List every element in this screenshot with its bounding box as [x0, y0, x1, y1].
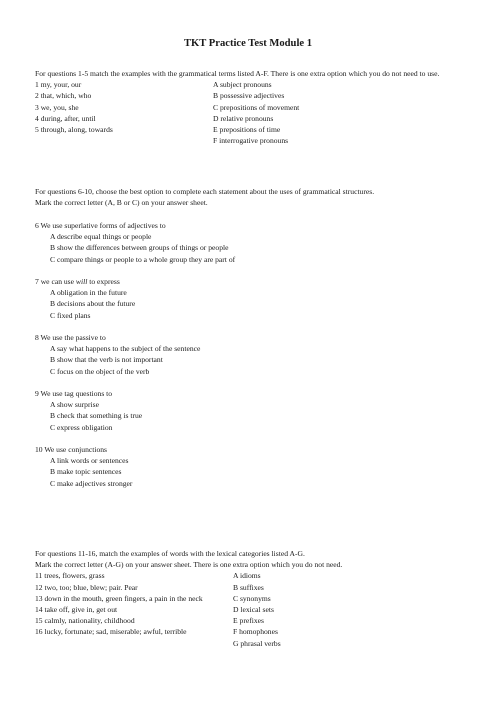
answer-option: A show surprise	[50, 400, 99, 410]
question-10	[35, 444, 465, 489]
match-row	[35, 615, 465, 626]
match-category: F homophones	[233, 627, 278, 637]
answer-option: B show that the verb is not important	[50, 355, 163, 365]
match-row	[35, 626, 465, 637]
match-category: E prefixes	[233, 616, 264, 626]
match-example: 14 take off, give in, get out	[35, 604, 118, 614]
stem-text: to express	[87, 277, 120, 286]
match-row	[35, 570, 465, 581]
question-7	[35, 276, 465, 321]
section-3	[35, 548, 465, 649]
answer-option: B make topic sentences	[50, 467, 122, 477]
answer-option: A say what happens to the subject of the sentence	[50, 344, 201, 354]
match-row	[35, 638, 465, 649]
answer-option: C make adjectives stronger	[50, 478, 133, 488]
question-stem: 6 We use superlative forms of adjectives to	[35, 221, 166, 230]
match-row	[35, 593, 465, 604]
section-1-match-list	[35, 79, 465, 146]
section-2-instruction: For questions 6-10, choose the best option to complete each statement about the uses of grammatical structures.	[35, 187, 375, 196]
match-term: A subject pronouns	[213, 80, 272, 90]
match-row	[35, 113, 465, 124]
match-example: 2 that, which, who	[35, 91, 92, 101]
section-1-instruction: For questions 1-5 match the examples with the grammatical terms listed A-F. There is one extra option which you do not need to use.	[35, 69, 440, 78]
match-row	[35, 124, 465, 135]
match-term: B possessive adjectives	[213, 91, 285, 101]
match-term: E prepositions of time	[213, 124, 281, 134]
section-2-instruction-2: Mark the correct letter (A, B or C) on your answer sheet.	[35, 198, 208, 208]
match-row	[35, 135, 465, 146]
question-stem	[35, 276, 465, 287]
match-example: 1 my, your, our	[35, 80, 82, 90]
section-2-questions	[35, 220, 465, 489]
section-3-instruction-2: Mark the correct letter (A-G) on your answer sheet. There is one extra option which you do not need.	[35, 560, 343, 570]
match-category: A idioms	[233, 571, 261, 581]
answer-option: A obligation in the future	[50, 288, 127, 298]
match-example: 12 two, too; blue, blew; pair. Pear	[35, 582, 138, 592]
section-3-match-list	[35, 570, 465, 648]
match-example: 5 through, along, towards	[35, 124, 113, 134]
match-category: D lexical sets	[233, 604, 274, 614]
question-6	[35, 220, 465, 265]
question-stem: 8 We use the passive to	[35, 333, 106, 342]
match-term: C prepositions of movement	[213, 102, 300, 112]
stem-italic-word: will	[75, 277, 88, 286]
match-example: 16 lucky, fortunate; sad, miserable; awful, terrible	[35, 627, 187, 637]
match-term: D relative pronouns	[213, 113, 274, 123]
match-category: C synonyms	[233, 593, 271, 603]
page-title: TKT Practice Test Module 1	[183, 38, 313, 49]
question-9	[35, 388, 465, 433]
answer-option: B show the differences between groups of things or people	[50, 243, 229, 253]
answer-option: C fixed plans	[50, 310, 91, 320]
section-3-instruction: For questions 11-16, match the examples of words with the lexical categories listed A-G.	[35, 549, 305, 558]
section-1	[35, 68, 465, 146]
answer-option: A link words or sentences	[50, 456, 129, 466]
match-category: G phrasal verbs	[233, 638, 281, 648]
answer-option: B check that something is true	[50, 411, 143, 421]
section-2	[35, 186, 465, 208]
answer-option: C focus on the object of the verb	[50, 366, 150, 376]
answer-option: B decisions about the future	[50, 299, 136, 309]
match-row	[35, 582, 465, 593]
match-row	[35, 79, 465, 90]
match-row	[35, 102, 465, 113]
question-8	[35, 332, 465, 377]
answer-option: C express obligation	[50, 422, 113, 432]
match-example: 15 calmly, nationality, childhood	[35, 616, 135, 626]
answer-option: A describe equal things or people	[50, 232, 152, 242]
match-category: B suffixes	[233, 582, 264, 592]
match-row	[35, 90, 465, 101]
answer-option: C compare things or people to a whole group they are part of	[50, 254, 236, 264]
match-example: 11 trees, flowers, grass	[35, 571, 105, 581]
match-example: 13 down in the mouth, green fingers, a pain in the neck	[35, 593, 203, 603]
match-row	[35, 604, 465, 615]
match-term: F interrogative pronouns	[213, 136, 289, 146]
match-example: 4 during, after, until	[35, 113, 96, 123]
question-stem: 9 We use tag questions to	[35, 389, 113, 398]
match-example: 3 we, you, she	[35, 102, 79, 112]
stem-text: 7 we can use	[35, 277, 76, 286]
question-stem: 10 We use conjunctions	[35, 445, 108, 454]
